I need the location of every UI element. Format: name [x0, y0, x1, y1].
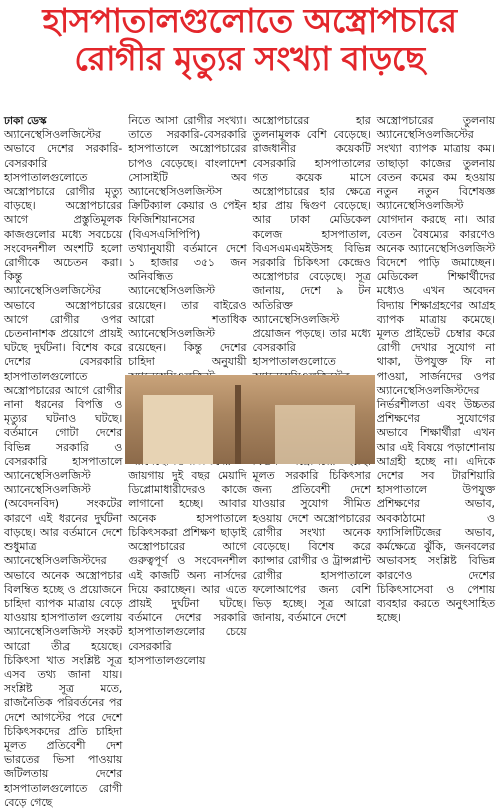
column-1-text: অ্যানেস্থেসিওলজিস্টের অভাবে দেশের সরকারি-বেসরকারি হাসপাতালগুলোতে অস্ত্রোপচারে রোগীর মৃত্যু বাড়ছে। অস্ত্রোপচারের আগে প্রস্তুতিমূলক কাজগুলোর মধ্যে সবচেয়ে সংবেদনশীল অংশটি হলো রোগীকে অচেতন করা। কিন্তু অ্যানেস্থেসিওলজিস্টের অভাবে অস্ত্রোপচারের আগে রোগীর ওপর চেতনানাশক প্রয়োগে প্রায়ই ঘটছে দুর্ঘটনা। বিশেষ করে দেশের বেসরকারি হাসপাতালগুলোতে অস্ত্রোপচারের আগে রোগীর নানা ধরনের বিপত্তি ও মৃত্যুর ঘটনাও ঘটছে। বর্তমানে গোটা দেশের বিভিন্ন সরকারি ও বেসরকারি হাসপাতালে অ্যানেস্থেসিওলজিস্ট অ্যানেস্থেসিওলজিস্ট (অবেদনবিদ) সংকটের কারণে এই ধরনের দুর্ঘটনা বাড়ছে। আর বর্তমানে দেশে শুধুমাত্র অ্যানেস্থেসিওলজিস্টদের অভাবে অনেক অস্ত্রোপচার বিলম্বিত হচ্ছে ও প্রয়োজনে চাহিদা ব্যাপক মাত্রায় বেড়ে যাওয়ায় হাসপাতাল গুলোয় অ্যানেস্থেসিওলজিস্ট সংকট আরো তীব্র হয়েছে। চিকিৎসা খাত সংশ্লিষ্ট সূত্র এসব তথ্য জানা যায়। সংশ্লিষ্ট সূত্র মতে, রাজনৈতিক পরিবর্তনের পর দেশে আগস্টের পরে দেশে চিকিৎসকদের প্রতি চাহিদা মূলত প্রতিবেশী দেশ ভারতের ভিসা পাওয়ায় জটিলতায় দেশের হাসপাতালগুলোতে রোগী বেড়ে গেছে: [4, 128, 123, 809]
column-2-text: নিতে আসা রোগীর সংখ্যা। তাতে সরকারি-বেসরকারি হাসপাতালে অস্ত্রোপচারের চাপও বেড়েছে। বাংলাদেশ সোসাইটি অব অ্যানেস্থেসিওলজিস্টস ক্রিটিক্যাল কেয়ার ও পেইন ফিজিশিয়ানসের (বিএসএসিপিপি) তথ্যানুযায়ী বর্তমানে দেশে ১ হাজার ৩৫১ জন অনিবন্ধিত অ্যানেস্থেসিওলজিস্ট রয়েছেন। তার বাইরেও আরো শতাধিক অ্যানেস্থেসিওলজিস্ট রয়েছেন। কিন্তু দেশের চাহিদা অনুযায়ী জায়গায় দুই বছর মেয়াদি ডিপ্লোমাধারীদেরও কাজে লাগানো হচ্ছে। আবার অনেক হাসপাতালে চিকিৎসকরা প্রশিক্ষণ ছাড়াই অস্ত্রোপচারের আগে গুরুত্বপূর্ণ ও সংবেদনশীল এই কাজটি অন্য নার্সদের দিয়ে করাচ্ছেন। আর এতে প্রায়ই দুর্ঘটনা ঘটছে। বর্তমানে দেশের সরকারি হাসপাতালগুলোর চেয়ে বেসরকারি হাসপাতালগুলোয়: [128, 114, 247, 667]
byline: ঢাকা ডেস্ক: [4, 115, 47, 127]
article-column-4: [376, 114, 495, 625]
photo-wall-panel: [275, 405, 355, 464]
hospital-photo: [125, 375, 375, 464]
photo-frame-edge: [235, 385, 241, 464]
headline-line-1: হাসপাতালগুলোতে অস্ত্রোপচারে: [42, 1, 457, 40]
headline: [0, 2, 499, 78]
headline-line-2: রোগীর মৃত্যুর সংখ্যা বাড়ছে: [74, 39, 425, 78]
article-column-1: [4, 114, 123, 809]
column-4-text: অস্ত্রোপচারের তুলনায় অ্যানেস্থেসিওলজিস্টের সংখ্যা ব্যাপক মাত্রায় কম। তাছাড়া কাজের তুলনায় বেতন কমের কম হওয়ায় নতুন নতুন বিশেষজ্ঞ অ্যানেস্থেসিওলজিস্ট যোগদান করছে না। আর বেতন বৈষম্যের কারণেও অনেক অ্যানেস্থেসিওলজিস্ট বিদেশে পাড়ি জমাচ্ছেন। মেডিকেল শিক্ষার্থীদের মধ্যেও এখন অবেদন বিদ্যায় শিক্ষাগ্রহণের আগ্রহ ব্যাপক মাত্রায় কমেছে। মূলত প্রাইভেট চেম্বার করে রোগী দেখার সুযোগ না থাকা, উপযুক্ত ফি না পাওয়া, সার্জনদের ওপর অ্যানেস্থেসিওলজিস্টদের নির্ভরশীলতা এবং উচ্চতর প্রশিক্ষণের সুযোগের অভাবে শিক্ষার্থীরা এখন আর এই বিষয়ে পড়াশোনায় আগ্রহী হচ্ছে না। এদিকে দেশের সব টারশিয়ারি হাসপাতালে উপযুক্ত প্রশিক্ষণের অভাব, অবকাঠামো ও ফ্যাসিলিটিজের অভাব, কর্মক্ষেত্রে ঝুঁকি, জনবলের অভাবসহ সংশ্লিষ্ট বিভিন্ন কারণেও দেশের চিকিৎসাসেবা ও পেশায় ব্যবহার করতে অনুৎসাহিত হচ্ছে।: [376, 114, 495, 625]
photo-door-panel: [143, 395, 213, 464]
column-3-text: অস্ত্রোপচারের হার তুলনামূলক বেশি বেড়েছে। রাজধানীর কয়েকটি বেসরকারি হাসপাতালের গত কয়েক মাসে অস্ত্রোপচারের হার ক্ষেত্রে হার প্রায় দ্বিগুণ বেড়েছে। আর ঢাকা মেডিকেল কলেজ হাসপাতাল, বিএসএমএমইউসহ বিভিন্ন সরকারি চিকিৎসা কেন্দ্রেও অস্ত্রোপচার বেড়েছে। সূত্র জানায়, দেশে ৯ টন অতিরিক্ত অ্যানেস্থেসিওলজিস্ট প্রয়োজন পড়ছে। তার মধ্যে বেসরকারি হাসপাতালগুলোতে মূলত সরকারি চিকিৎসার জন্য প্রতিবেশী দেশে যাওয়ার সুযোগ সীমিত হওয়ায় দেশে অস্ত্রোপচারের রোগীর সংখ্যা অনেক বেড়েছে। বিশেষ করে ক্যান্সার রোগীর ও ট্রান্সপ্লান্ট রোগীর হাসপাতালে ফলোআপের জন্য বেশি ভিড় হচ্ছে। সূত্র আরো জানায়, বর্তমানে দেশে: [252, 114, 371, 625]
